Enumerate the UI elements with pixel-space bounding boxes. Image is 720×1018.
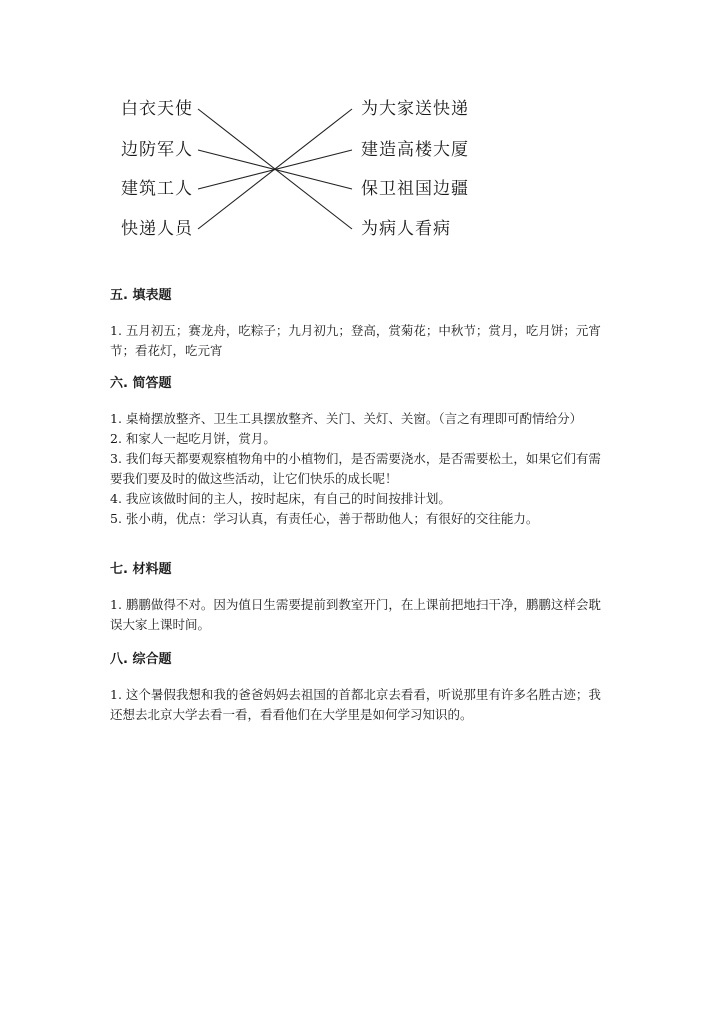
section-title: 五. 填表题 [110,288,172,303]
right-item-0: 为大家送快递 [361,99,469,119]
answer-item: 1. 这个暑假我想和我的爸爸妈妈去祖国的首都北京去看看，听说那里有许多名胜古迹；我还想去北京大学去看一看，看看他们在大学里是如何学习知识的。 [110,687,601,722]
answer-item: 5. 张小萌，优点：学习认真，有责任心，善于帮助他人；有很好的交往能力。 [110,511,539,526]
right-item-3: 为病人看病 [361,219,451,239]
left-item-3: 快递人员 [121,219,193,239]
section-material [110,561,610,635]
left-item-2: 建筑工人 [121,179,193,199]
answer-item: 4. 我应该做时间的主人，按时起床，有自己的时间按排计划。 [110,491,451,506]
answer-item: 1. 五月初五；赛龙舟，吃粽子；九月初九；登高，赏菊花；中秋节；赏月，吃月饼；元宵节；看花灯，吃元宵 [110,323,601,358]
left-item-0: 白衣天使 [121,99,193,119]
section-short-answer [110,375,610,529]
answer-item: 2. 和家人一起吃月饼，赏月。 [110,431,276,446]
section-title: 八. 综合题 [110,652,172,667]
answer-item: 1. 鹏鹏做得不对。因为值日生需要提前到教室开门，在上课前把地扫干净，鹏鹏这样会耽误大家上课时间。 [110,597,601,632]
matching-exercise [0,0,720,260]
section-title: 七. 材料题 [110,562,172,577]
right-item-2: 保卫祖国边疆 [361,179,469,199]
section-title: 六. 简答题 [110,376,172,391]
right-item-1: 建造高楼大厦 [361,140,469,160]
answer-item: 3. 我们每天都要观察植物角中的小植物们，是否需要浇水，是否需要松土，如果它们有需要我们要及时的做这些活动，让它们快乐的成长呢！ [110,451,601,486]
answer-item: 1. 桌椅摆放整齐、卫生工具摆放整齐、关门、关灯、关窗。（言之有理即可酌情给分） [110,411,583,426]
section-fill-table [110,287,610,361]
matching-lines [0,0,720,260]
section-comprehensive [110,651,610,725]
left-item-1: 边防军人 [121,140,193,160]
